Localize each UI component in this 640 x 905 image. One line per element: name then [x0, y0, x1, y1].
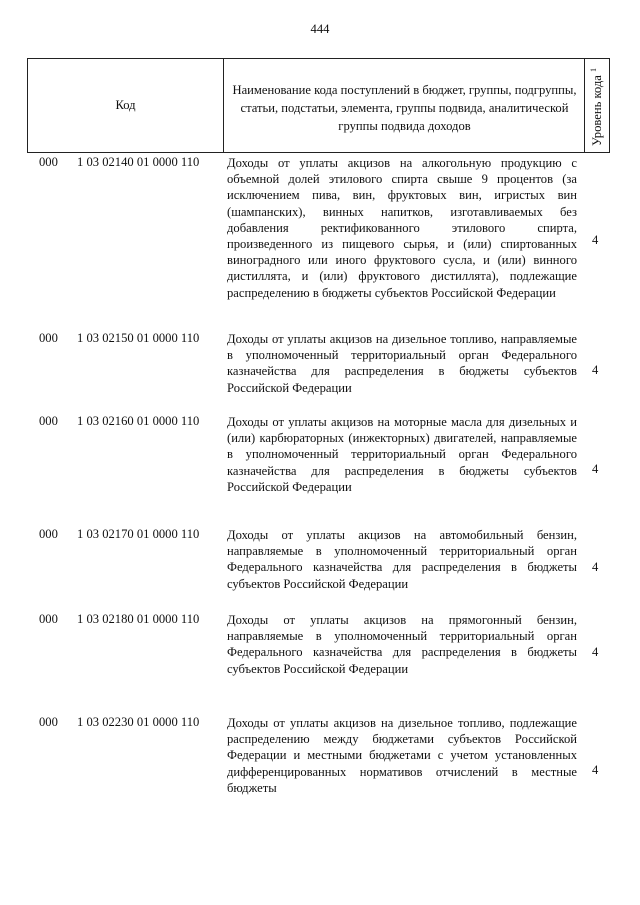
row-budget-code: 1 03 02230 01 0000 110 — [77, 715, 200, 729]
header-code-label: Код — [115, 98, 136, 112]
row-budget-code: 1 03 02170 01 0000 110 — [77, 527, 200, 541]
row-level: 4 — [592, 462, 599, 476]
row-description: Доходы от уплаты акцизов на автомобильный бензин, направляемые в уполномоченный территориальный орган Федерального казначейства для распределения в бюджеты субъектов Российской Федерации — [227, 528, 577, 591]
row-level: 4 — [592, 233, 599, 247]
page-number: 444 — [310, 22, 330, 36]
row-admin-code: 000 — [39, 155, 58, 169]
row-description: Доходы от уплаты акцизов на алкогольную продукцию с объемной долей этилового спирта свыше 9 процентов (за исключением пива, вин, фруктовых вин, игристых вин (шампанских), винных напитков, изготавливаемых без добавления ректификованного этилового спирта, произведенного из пищевого сырья, и (или) спиртованных виноградного или иного фруктового сусла, и (или) винного дистиллята, и (или) фруктового дистиллята), подлежащие распределению в бюджеты субъектов Российской Федерации — [227, 156, 577, 300]
header-name-cell — [224, 59, 585, 152]
row-level: 4 — [592, 645, 599, 659]
row-description: Доходы от уплаты акцизов на моторные масла для дизельных и (или) карбюраторных (инжекторных) двигателей, направляемые в уполномоченный территориальный орган Федерального казначейства для распределения в бюджеты субъектов Российской Федерации — [227, 415, 577, 494]
header-level-cell — [585, 59, 610, 152]
table-row — [27, 414, 610, 514]
table-row — [27, 155, 610, 320]
row-level: 4 — [592, 363, 599, 377]
header-level-label: Уровень кода — [590, 75, 604, 147]
row-budget-code: 1 03 02180 01 0000 110 — [77, 612, 200, 626]
row-admin-code: 000 — [39, 715, 58, 729]
row-budget-code: 1 03 02140 01 0000 110 — [77, 155, 200, 169]
row-admin-code: 000 — [39, 331, 58, 345]
row-budget-code: 1 03 02160 01 0000 110 — [77, 414, 200, 428]
header-level-rotated — [589, 68, 605, 146]
row-admin-code: 000 — [39, 612, 58, 626]
row-budget-code: 1 03 02150 01 0000 110 — [77, 331, 200, 345]
header-level-footnote: 1 — [589, 67, 598, 72]
header-code-cell — [28, 59, 223, 152]
table-row — [27, 527, 610, 597]
row-admin-code: 000 — [39, 414, 58, 428]
row-description: Доходы от уплаты акцизов на прямогонный бензин, направляемые в уполномоченный территориальный орган Федерального казначейства для распределения в бюджеты субъектов Российской Федерации — [227, 613, 577, 676]
row-level: 4 — [592, 560, 599, 574]
table-row — [27, 331, 610, 401]
table-row — [27, 612, 610, 682]
row-admin-code: 000 — [39, 527, 58, 541]
row-level: 4 — [592, 763, 599, 777]
row-description: Доходы от уплаты акцизов на дизельное топливо, направляемые в уполномоченный территориальный орган Федерального казначейства для распределения в бюджеты субъектов Российской Федерации — [227, 332, 577, 395]
row-description: Доходы от уплаты акцизов на дизельное топливо, подлежащие распределению между бюджетами субъектов Российской Федерации и местными бюджетами с учетом установленных дифференцированных нормативов отчислений в местные бюджеты — [227, 716, 577, 795]
table-row — [27, 715, 610, 815]
header-name-label: Наименование кода поступлений в бюджет, группы, подгруппы, статьи, подстатьи, элемента, группы подвида, аналитической группы подвида доходов — [232, 82, 577, 133]
table-header — [27, 58, 610, 153]
